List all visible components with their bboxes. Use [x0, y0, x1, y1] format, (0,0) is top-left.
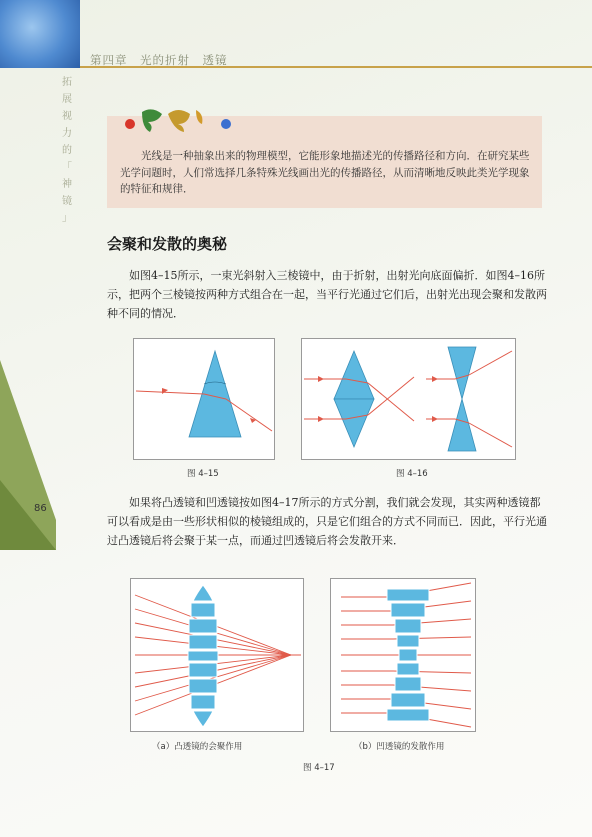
figure-4-17-caption: 图 4–17	[303, 763, 335, 773]
page-number: 86	[34, 503, 47, 514]
side-char: 镜	[62, 196, 72, 207]
side-char: 力	[62, 128, 72, 139]
figure-4-17b-caption: （b）凹透镜的发散作用	[354, 742, 445, 752]
info-logo-icon	[120, 104, 240, 134]
side-char: 的	[62, 145, 72, 156]
figure-4-17a	[130, 578, 304, 732]
chapter-title: 第四章 光的折射 透镜	[90, 53, 228, 67]
figure-4-17a-caption: （a）凸透镜的会聚作用	[152, 742, 243, 752]
single-prism-diagram	[134, 339, 274, 459]
side-char: 拓	[62, 77, 72, 88]
section-heading: 会聚和发散的奥秘	[107, 235, 228, 253]
side-char: 视	[62, 111, 72, 122]
figure-4-15-caption: 图 4–15	[187, 469, 219, 479]
paragraph-2: 如果将凸透镜和凹透镜按如图4–17所示的方式分割，我们就会发现，其实两种透镜都可以看成是由一些形状相似的棱镜组成的，只是它们组合的方式不同而已．因此，平行光通过凸透镜后将会聚于某一点，而通过凹透镜后将会发散开来．	[107, 496, 547, 547]
concave-lens-diagram	[331, 579, 475, 731]
decorative-photo	[0, 0, 80, 68]
prism-pairs-diagram	[302, 339, 515, 459]
side-column-title	[56, 74, 78, 227]
figure-4-15	[133, 338, 275, 460]
side-char: 神	[62, 179, 72, 190]
convex-lens-diagram	[131, 579, 303, 731]
decorative-green-wedge	[0, 360, 56, 550]
figure-4-16-caption: 图 4–16	[396, 469, 428, 479]
side-char: 「	[62, 162, 72, 173]
figure-4-17b	[330, 578, 476, 732]
paragraph-1: 如图4–15所示，一束光斜射入三棱镜中，由于折射，出射光向底面偏折．如图4–16所示，把两个三棱镜按两种方式组合在一起，当平行光通过它们后，出射光出现会聚和发散两种不同的情况．	[107, 269, 547, 320]
side-char: 展	[62, 94, 72, 105]
figure-4-16	[301, 338, 516, 460]
side-char: 」	[62, 213, 72, 224]
info-box-text: 光线是一种抽象出来的物理模型，它能形象地描述光的传播路径和方向．在研究某些光学问题时，人们常选择几条特殊光线画出光的传播路径，从而清晰地反映此类光学现象的特征和规律．	[120, 150, 530, 195]
